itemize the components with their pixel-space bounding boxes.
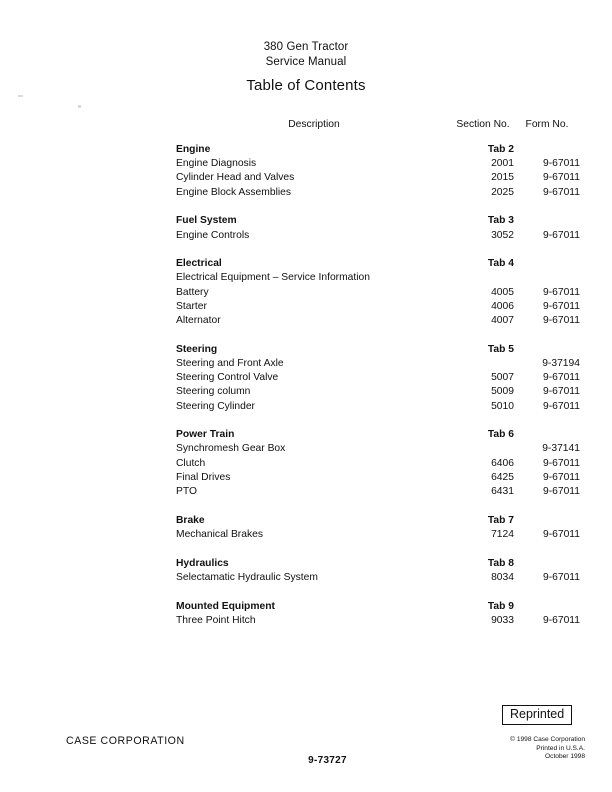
row-description: Selectamatic Hydraulic System <box>176 571 318 583</box>
column-header-form-no: Form No. <box>525 119 569 130</box>
group-name: Steering <box>176 343 218 355</box>
table-row[interactable] <box>176 614 580 628</box>
table-row[interactable] <box>176 157 580 171</box>
group-tab: Tab 2 <box>487 144 514 155</box>
group-form-no <box>514 428 580 442</box>
row-form-no: 9-67011 <box>542 172 580 184</box>
group-form-no <box>514 214 580 228</box>
row-description: Final Drives <box>176 471 231 483</box>
column-header-section-no: Section No. <box>456 119 510 130</box>
row-section-no <box>452 357 514 371</box>
row-section-no: 4005 <box>491 286 514 298</box>
group-spacer <box>176 243 580 258</box>
manual-model-title: 380 Gen Tractor <box>263 41 349 53</box>
table-row[interactable] <box>176 485 580 499</box>
row-form-no: 9-67011 <box>542 386 580 398</box>
document-header <box>0 40 612 69</box>
row-section-no: 5010 <box>491 400 514 412</box>
group-tab: Tab 3 <box>487 215 514 227</box>
table-row[interactable] <box>176 528 580 542</box>
row-section-no: 2015 <box>491 172 514 184</box>
copyright-line-3: October 1998 <box>545 753 585 761</box>
row-description: Steering and Front Axle <box>176 357 284 369</box>
group-spacer <box>176 585 580 600</box>
group-form-no <box>514 600 580 614</box>
row-description: PTO <box>176 486 197 498</box>
page-number: 9-73727 <box>308 755 347 766</box>
group-form-no <box>514 143 580 157</box>
table-row[interactable] <box>176 314 580 328</box>
row-section-no: 5007 <box>491 372 514 384</box>
group-spacer <box>176 499 580 514</box>
row-section-no <box>452 271 514 285</box>
row-section-no: 2001 <box>491 158 514 170</box>
row-description: Steering Control Valve <box>176 372 279 384</box>
group-heading-row[interactable] <box>176 600 580 614</box>
row-form-no: 9-67011 <box>542 300 580 312</box>
row-section-no: 4006 <box>491 300 514 312</box>
table-row[interactable] <box>176 442 580 456</box>
group-tab: Tab 9 <box>487 600 514 612</box>
group-heading-row[interactable] <box>176 557 580 571</box>
row-description: Synchromesh Gear Box <box>176 443 286 455</box>
group-name: Electrical <box>176 258 222 270</box>
manual-type-title: Service Manual <box>265 55 347 68</box>
row-description: Engine Controls <box>176 229 250 241</box>
reprinted-stamp: Reprinted <box>502 705 572 725</box>
group-form-no <box>514 514 580 528</box>
row-form-no: 9-37194 <box>542 357 580 369</box>
row-description: Three Point Hitch <box>176 614 256 626</box>
row-form-no <box>514 271 580 285</box>
row-section-no: 3052 <box>491 229 514 241</box>
group-tab: Tab 6 <box>487 429 514 441</box>
group-spacer <box>176 328 580 343</box>
table-row[interactable] <box>176 300 580 314</box>
row-section-no: 4007 <box>491 315 514 327</box>
row-form-no: 9-67011 <box>542 158 580 170</box>
copyright-line-1: © 1998 Case Corporation <box>510 736 585 743</box>
table-row[interactable] <box>176 357 580 371</box>
row-form-no: 9-67011 <box>542 372 580 384</box>
row-section-no: 9033 <box>491 614 514 626</box>
group-name: Mounted Equipment <box>176 600 275 612</box>
group-tab: Tab 4 <box>487 258 514 270</box>
row-description: Steering Cylinder <box>176 400 255 412</box>
group-name: Power Train <box>176 429 235 441</box>
row-description: Mechanical Brakes <box>176 528 263 540</box>
row-description: Engine Diagnosis <box>176 158 257 170</box>
row-section-no: 2025 <box>491 186 514 198</box>
group-form-no <box>514 343 580 357</box>
group-name: Engine <box>176 144 211 155</box>
group-name: Fuel System <box>176 215 237 227</box>
group-tab: Tab 7 <box>487 514 514 526</box>
group-name: Brake <box>176 514 205 526</box>
scan-artifact <box>78 105 81 108</box>
row-section-no: 6425 <box>491 471 514 483</box>
table-row[interactable] <box>176 457 580 471</box>
table-row[interactable] <box>176 186 580 200</box>
row-form-no: 9-67011 <box>542 186 580 198</box>
row-form-no: 9-67011 <box>542 457 580 469</box>
table-of-contents <box>176 119 580 628</box>
row-section-no <box>452 442 514 456</box>
row-form-no: 9-37141 <box>542 443 580 455</box>
row-form-no: 9-67011 <box>542 315 580 327</box>
row-section-no: 8034 <box>491 571 514 583</box>
table-row[interactable] <box>176 286 580 300</box>
table-row[interactable] <box>176 229 580 243</box>
row-form-no: 9-67011 <box>542 229 580 241</box>
row-section-no: 7124 <box>491 528 514 540</box>
row-form-no: 9-67011 <box>542 486 580 498</box>
group-heading-row[interactable] <box>176 143 580 157</box>
page-title: Table of Contents <box>246 77 366 94</box>
row-description: Engine Block Assemblies <box>176 186 292 198</box>
group-tab: Tab 5 <box>487 343 514 355</box>
group-heading-row[interactable] <box>176 214 580 228</box>
group-heading-row[interactable] <box>176 514 580 528</box>
group-spacer <box>176 414 580 429</box>
group-tab: Tab 8 <box>487 557 514 569</box>
group-heading-row[interactable] <box>176 343 580 357</box>
table-header-row <box>176 119 580 143</box>
scan-artifact <box>18 95 23 97</box>
table-row[interactable] <box>176 371 580 385</box>
row-form-no: 9-67011 <box>542 571 580 583</box>
row-description: Alternator <box>176 315 221 327</box>
row-description: Starter <box>176 300 207 312</box>
table-row[interactable] <box>176 400 580 414</box>
group-heading-row[interactable] <box>176 257 580 271</box>
table-row[interactable] <box>176 471 580 485</box>
row-form-no: 9-67011 <box>542 614 580 626</box>
row-description: Clutch <box>176 457 206 469</box>
row-section-no: 6431 <box>491 486 514 498</box>
group-form-no <box>514 257 580 271</box>
group-spacer <box>176 200 580 215</box>
group-form-no <box>514 557 580 571</box>
column-header-description: Description <box>288 119 340 130</box>
row-description: Battery <box>176 286 209 298</box>
row-description: Cylinder Head and Valves <box>176 172 295 184</box>
row-form-no: 9-67011 <box>542 286 580 298</box>
table-row[interactable] <box>176 385 580 399</box>
row-form-no: 9-67011 <box>542 471 580 483</box>
table-row[interactable] <box>176 571 580 585</box>
table-body <box>176 143 580 628</box>
row-section-no: 5009 <box>491 386 514 398</box>
row-form-no: 9-67011 <box>542 400 580 412</box>
copyright-line-2: Printed in U.S.A. <box>536 744 585 752</box>
group-name: Hydraulics <box>176 557 229 569</box>
row-description: Steering column <box>176 386 251 398</box>
company-name: CASE CORPORATION <box>66 735 185 747</box>
group-spacer <box>176 542 580 557</box>
row-description: Electrical Equipment – Service Information <box>176 272 371 284</box>
row-form-no: 9-67011 <box>542 528 580 540</box>
group-heading-row[interactable] <box>176 428 580 442</box>
table-row[interactable] <box>176 171 580 185</box>
row-section-no: 6406 <box>491 457 514 469</box>
table-row[interactable] <box>176 271 580 285</box>
